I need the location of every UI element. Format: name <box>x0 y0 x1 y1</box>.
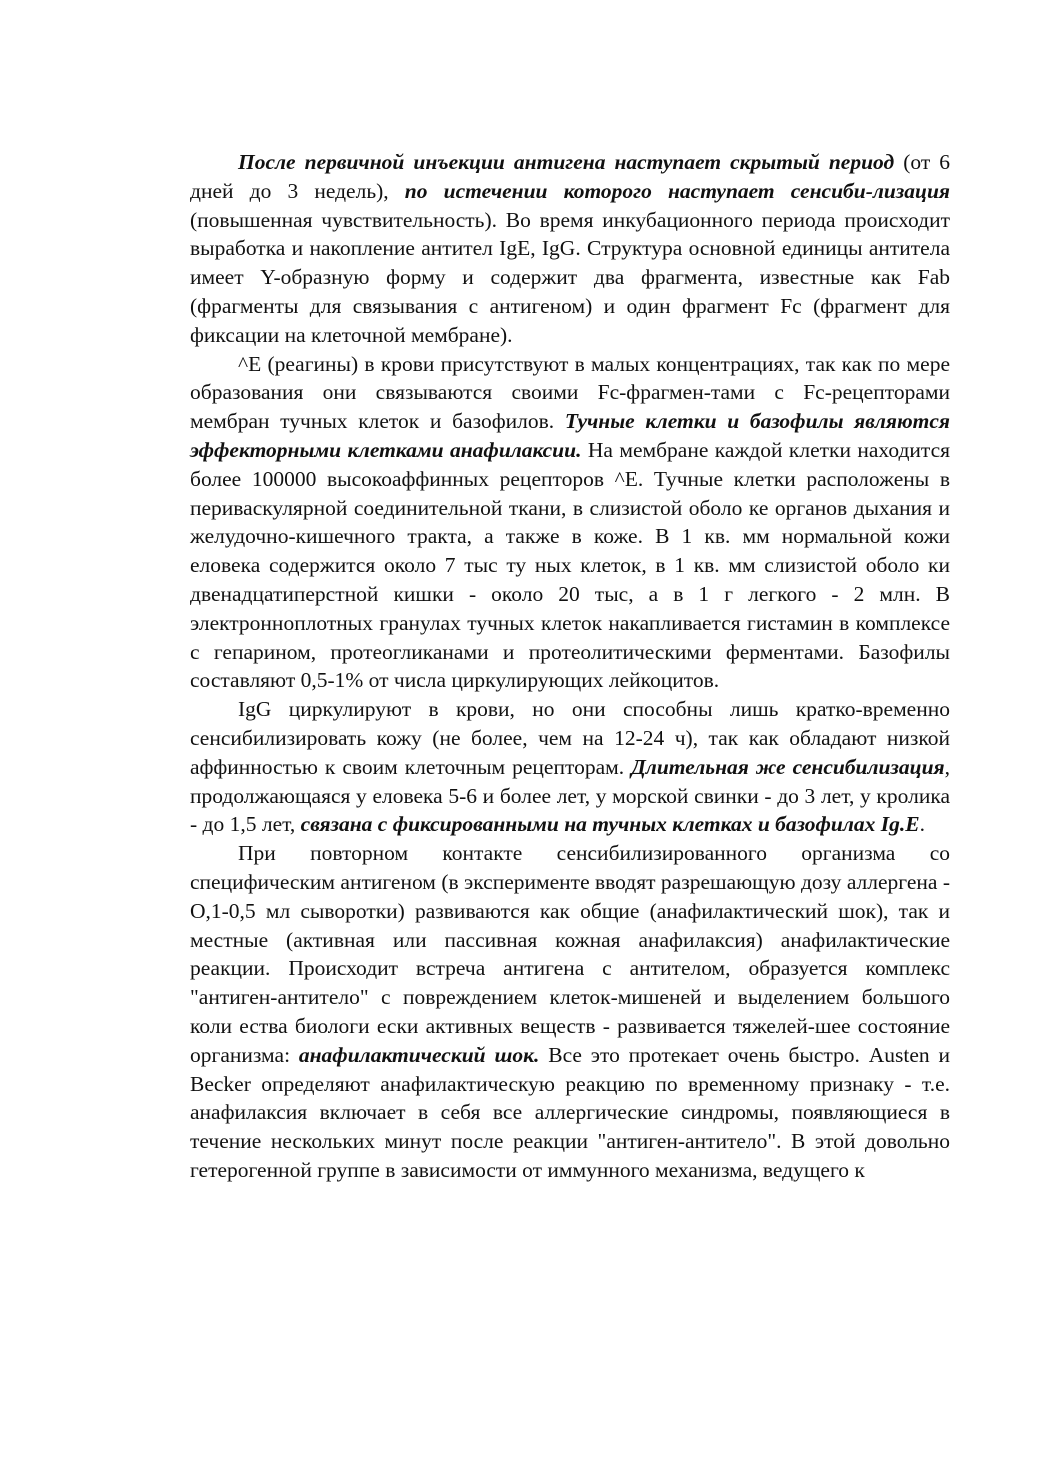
body-text: (от 6 дней до 3 недель), <box>190 150 950 203</box>
paragraph-latent-period <box>190 148 950 350</box>
emphasis-text: связана с фиксированными на тучных клетках и базофилах Ig.E <box>300 812 920 837</box>
emphasis-text: анафилактический шок. <box>298 1042 540 1067</box>
body-text: (повышенная чувствительность). Во время инкубационного периода происходит выработка и накопление антител IgE, IgG. Структура основной единицы антитела имеет Y-образную форму и содержит два фрагмента, известные как Fab (фрагменты для связывания с антигеном) и один фрагмент Fc (фрагмент для фиксации на клеточной мембране). <box>190 207 950 347</box>
body-text: IgG циркулируют в крови, но они способны лишь кратко-временно сенсибилизировать кожу (не более, чем на 12-24 ч), так как обладают низкой аффинностью к своим клеточным рецепторам. <box>190 697 950 779</box>
document-page <box>190 148 950 1185</box>
paragraph-igg <box>190 695 950 839</box>
body-text: При повторном контакте сенсибилизированного организма со специфическим антигеном (в эксперименте вводят разрешающую дозу аллергена - О,1-0,5 мл сыворотки) развиваются как общие (анафилактический шок), так и местные (активная или пассивная кожная анафилаксия) анафилактические реакции. Происходит встреча антигена с антителом, образуется комплекс "антиген-антитело" с повреждением клеток-мишеней и выделением большого коли ества биологи ески активных веществ - развивается тяжелей-шее состояние организма: <box>190 841 950 1067</box>
body-text: На мембране каждой клетки находится более 100000 высокоаффинных рецепторов ^E. Тучные клетки расположены в периваскулярной соединительной ткани, в слизистой оболо ке органов дыхания и желудочно-кишечного тракта, а также в коже. В 1 кв. мм нормальной кожи еловека содержится около 7 тыс ту ных клеток, в 1 кв. мм слизистой оболо ки двенадцатиперстной кишки - около 20 тыс, а в 1 г легкого - 2 млн. В электронноплотных гранулах тучных клеток накапливается гистамин в комплексе с гепарином, протеогликанами и протеолитическими ферментами. Базофилы составляют 0,5-1% от числа циркулирующих лейкоцитов. <box>190 437 950 693</box>
emphasis-text: После первичной инъекции антигена наступает скрытый период <box>238 150 895 174</box>
emphasis-text: Длительная же сенсибилизация <box>631 754 945 779</box>
body-text: . <box>919 812 925 837</box>
emphasis-text: по истечении которого наступает сенсиби-лизация <box>404 178 950 203</box>
paragraph-reagins <box>190 350 950 696</box>
body-text: ^E (реагины) в крови присутствуют в малых концентрациях, так как по мере образования они связываются своими Fc-фрагмен-тами с Fc-рецепторами мембран тучных клеток и базофилов. <box>190 351 950 434</box>
body-text: Все это протекает очень быстро. Austen и Becker определяют анафилактическую реакцию по временному признаку - т.е. анафилаксия включает в себя все аллергические синдромы, появляющиеся в течение нескольких минут после реакции "антиген-антитело". В этой довольно гетерогенной группе в зависимости от иммунного механизма, ведущего к <box>190 1042 950 1182</box>
paragraph-repeated-contact <box>190 839 950 1185</box>
emphasis-text: Тучные клетки и базофилы являются эффекторными клетками анафилаксии. <box>190 409 950 462</box>
body-text: , продолжающаяся у еловека 5-6 и более лет, у морской свинки - до 3 лет, у кролика - до 1,5 лет, <box>190 754 950 837</box>
